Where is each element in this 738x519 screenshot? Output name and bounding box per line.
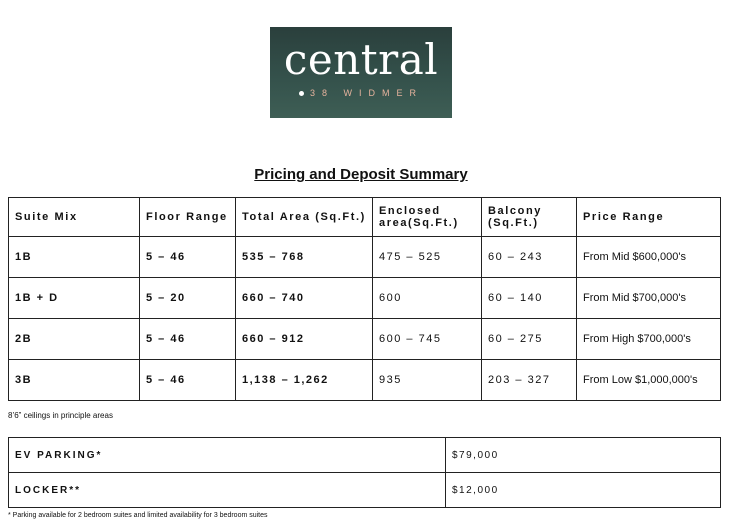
cell-price: From Mid $700,000's [577,278,721,319]
cell-total-area: 1,138 – 1,262 [236,360,373,401]
cell-suite: 1B + D [9,278,140,319]
cell-floor: 5 – 46 [140,360,236,401]
cell-floor: 5 – 20 [140,278,236,319]
header-floor-range: Floor Range [140,198,236,237]
extras-row-locker [9,473,721,508]
extras-row-ev-parking [9,438,721,473]
table-row [9,237,721,278]
header-suite-mix: Suite Mix [9,198,140,237]
cell-suite: 2B [9,319,140,360]
ev-parking-price: $79,000 [446,438,721,473]
cell-enclosed: 600 – 745 [373,319,482,360]
logo-wordmark: central [283,35,439,84]
logo-subtitle-text: 38 WIDMER [309,88,423,98]
central-logo [270,27,452,118]
cell-balcony: 203 – 327 [482,360,577,401]
cell-total-area: 535 – 768 [236,237,373,278]
ev-parking-label: EV PARKING* [9,438,446,473]
cell-enclosed: 475 – 525 [373,237,482,278]
logo-subtitle [270,88,452,98]
cell-floor: 5 – 46 [140,237,236,278]
header-price-range: Price Range [577,198,721,237]
cell-price: From Mid $600,000's [577,237,721,278]
cell-total-area: 660 – 740 [236,278,373,319]
cell-price: From Low $1,000,000's [577,360,721,401]
dot-icon [299,91,304,96]
table-row [9,319,721,360]
pricing-table [8,197,721,401]
cell-enclosed: 600 [373,278,482,319]
cell-price: From High $700,000's [577,319,721,360]
table-row [9,360,721,401]
cell-floor: 5 – 46 [140,319,236,360]
header-enclosed-area: Enclosed area(Sq.Ft.) [373,198,482,237]
cell-balcony: 60 – 243 [482,237,577,278]
header-balcony: Balcony (Sq.Ft.) [482,198,577,237]
footnote: * Parking available for 2 bedroom suites and limited availability for 3 bedroom suites [8,512,268,519]
header-total-area: Total Area (Sq.Ft.) [236,198,373,237]
ceiling-note: 8’6” ceilings in principle areas [8,411,113,420]
table-row [9,278,721,319]
locker-label: LOCKER** [9,473,446,508]
cell-suite: 1B [9,237,140,278]
table-header-row [9,198,721,237]
cell-balcony: 60 – 275 [482,319,577,360]
cell-suite: 3B [9,360,140,401]
locker-price: $12,000 [446,473,721,508]
cell-enclosed: 935 [373,360,482,401]
cell-balcony: 60 – 140 [482,278,577,319]
cell-total-area: 660 – 912 [236,319,373,360]
page-title: Pricing and Deposit Summary [254,166,468,183]
extras-table [8,437,721,508]
